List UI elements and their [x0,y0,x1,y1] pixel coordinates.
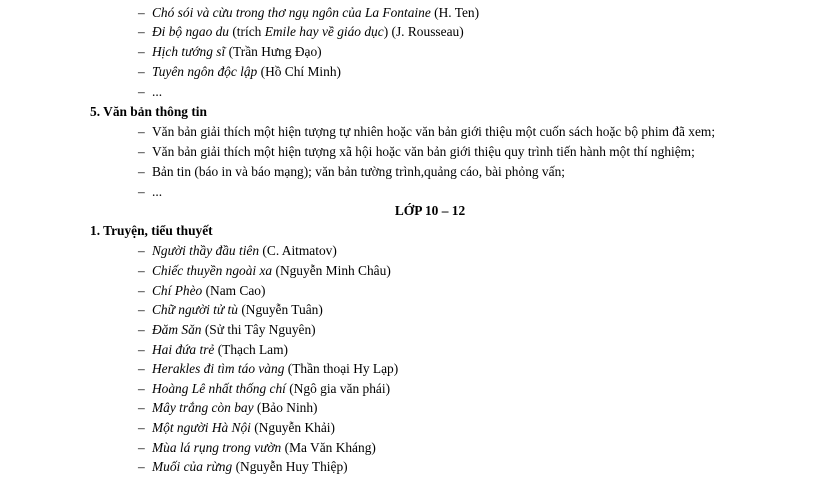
work-author: (Nguyễn Khải) [254,420,335,435]
work-title: Herakles đi tìm táo vàng [152,361,285,376]
dash-bullet: – [138,302,145,317]
work-note: (trích [229,24,265,39]
work-author: (Ngô gia văn phái) [289,381,391,396]
dash-bullet: – [138,322,145,337]
ellipsis-text: ... [152,84,163,99]
work-author: (Bảo Ninh) [256,400,318,415]
work-title: Người thầy đầu tiên [152,243,260,258]
dash-bullet: – [138,164,145,179]
list-item [138,144,695,160]
work-title: Hịch tướng sĩ [152,44,226,59]
dash-bullet: – [138,64,145,79]
dash-bullet: – [138,420,145,435]
list-item [138,124,715,140]
dash-bullet: – [138,84,145,99]
dash-bullet: – [138,361,145,376]
dash-bullet: – [138,342,145,357]
list-item [138,342,288,358]
list-item [138,459,348,475]
list-item [138,381,390,397]
list-item [138,24,464,40]
dash-bullet: – [138,440,145,455]
list-item [138,84,162,100]
work-title: Hai đứa trẻ [152,342,215,357]
work-author: (Nguyễn Tuân) [241,302,323,317]
list-item [138,44,322,60]
work-title: Đăm Săn [152,322,202,337]
work-title: Chữ người tử tù [152,302,238,317]
work-title: Muối của rừng [152,459,233,474]
list-item [138,322,316,338]
dash-bullet: – [138,263,145,278]
dash-bullet: – [138,243,145,258]
work-author: ) (J. Rousseau) [383,24,464,39]
work-author: (Thần thoại Hy Lạp) [287,361,399,376]
item-text: Văn bản giải thích một hiện tượng tự nhiên hoặc văn bản giới thiệu một cuốn sách hoặc bộ phim đã xem; [152,124,716,139]
work-title: Chí Phèo [152,283,203,298]
work-author: (H. Ten) [434,5,480,20]
list-item [138,5,479,21]
dash-bullet: – [138,400,145,415]
dash-bullet: – [138,144,145,159]
work-author: (Thạch Lam) [217,342,288,357]
work-title: Mây trắng còn bay [152,400,254,415]
section-heading: 1. Truyện, tiểu thuyết [90,223,213,238]
work-author: (Hồ Chí Minh) [260,64,341,79]
list-item [138,184,162,200]
dash-bullet: – [138,5,145,20]
work-author: (Nguyễn Huy Thiệp) [235,459,348,474]
list-item [138,400,318,416]
item-text: Bản tin (báo in và báo mạng); văn bản tường trình,quảng cáo, bài phỏng vấn; [152,164,565,179]
list-item [138,164,565,180]
work-title: Tuyên ngôn độc lập [152,64,258,79]
work-title: Một người Hà Nội [152,420,251,435]
dash-bullet: – [138,184,145,199]
work-title: Mùa lá rụng trong vườn [152,440,282,455]
ellipsis-text: ... [152,184,163,199]
list-item [138,302,323,318]
list-item [138,440,376,456]
work-title: Chó sói và cừu trong thơ ngụ ngôn của La Fontaine [152,5,431,20]
work-author: (Nam Cao) [205,283,266,298]
dash-bullet: – [138,459,145,474]
dash-bullet: – [138,381,145,396]
list-item [138,263,391,279]
work-author: (C. Aitmatov) [262,243,337,258]
work-title: Đi bộ ngao du [152,24,229,39]
dash-bullet: – [138,44,145,59]
work-author: (Ma Văn Kháng) [284,440,376,455]
list-item [138,420,335,436]
work-author: (Sử thi Tây Nguyên) [204,322,316,337]
dash-bullet: – [138,24,145,39]
work-title: Hoàng Lê nhất thống chí [152,381,286,396]
work-author: (Nguyễn Minh Châu) [275,263,391,278]
section-heading: 5. Văn bản thông tin [90,104,207,119]
list-item [138,283,265,299]
list-item [138,361,398,377]
list-item [138,243,337,259]
item-text: Văn bản giải thích một hiện tượng xã hội hoặc văn bản giới thiệu quy trình tiến hành một thí nghiệm; [152,144,695,159]
work-author: (Trần Hưng Đạo) [228,44,322,59]
dash-bullet: – [138,124,145,139]
grade-heading: LỚP 10 – 12 [394,203,466,218]
work-subtitle: Emile hay về giáo dục [264,24,384,39]
work-title: Chiếc thuyền ngoài xa [152,263,273,278]
list-item [138,64,341,80]
dash-bullet: – [138,283,145,298]
